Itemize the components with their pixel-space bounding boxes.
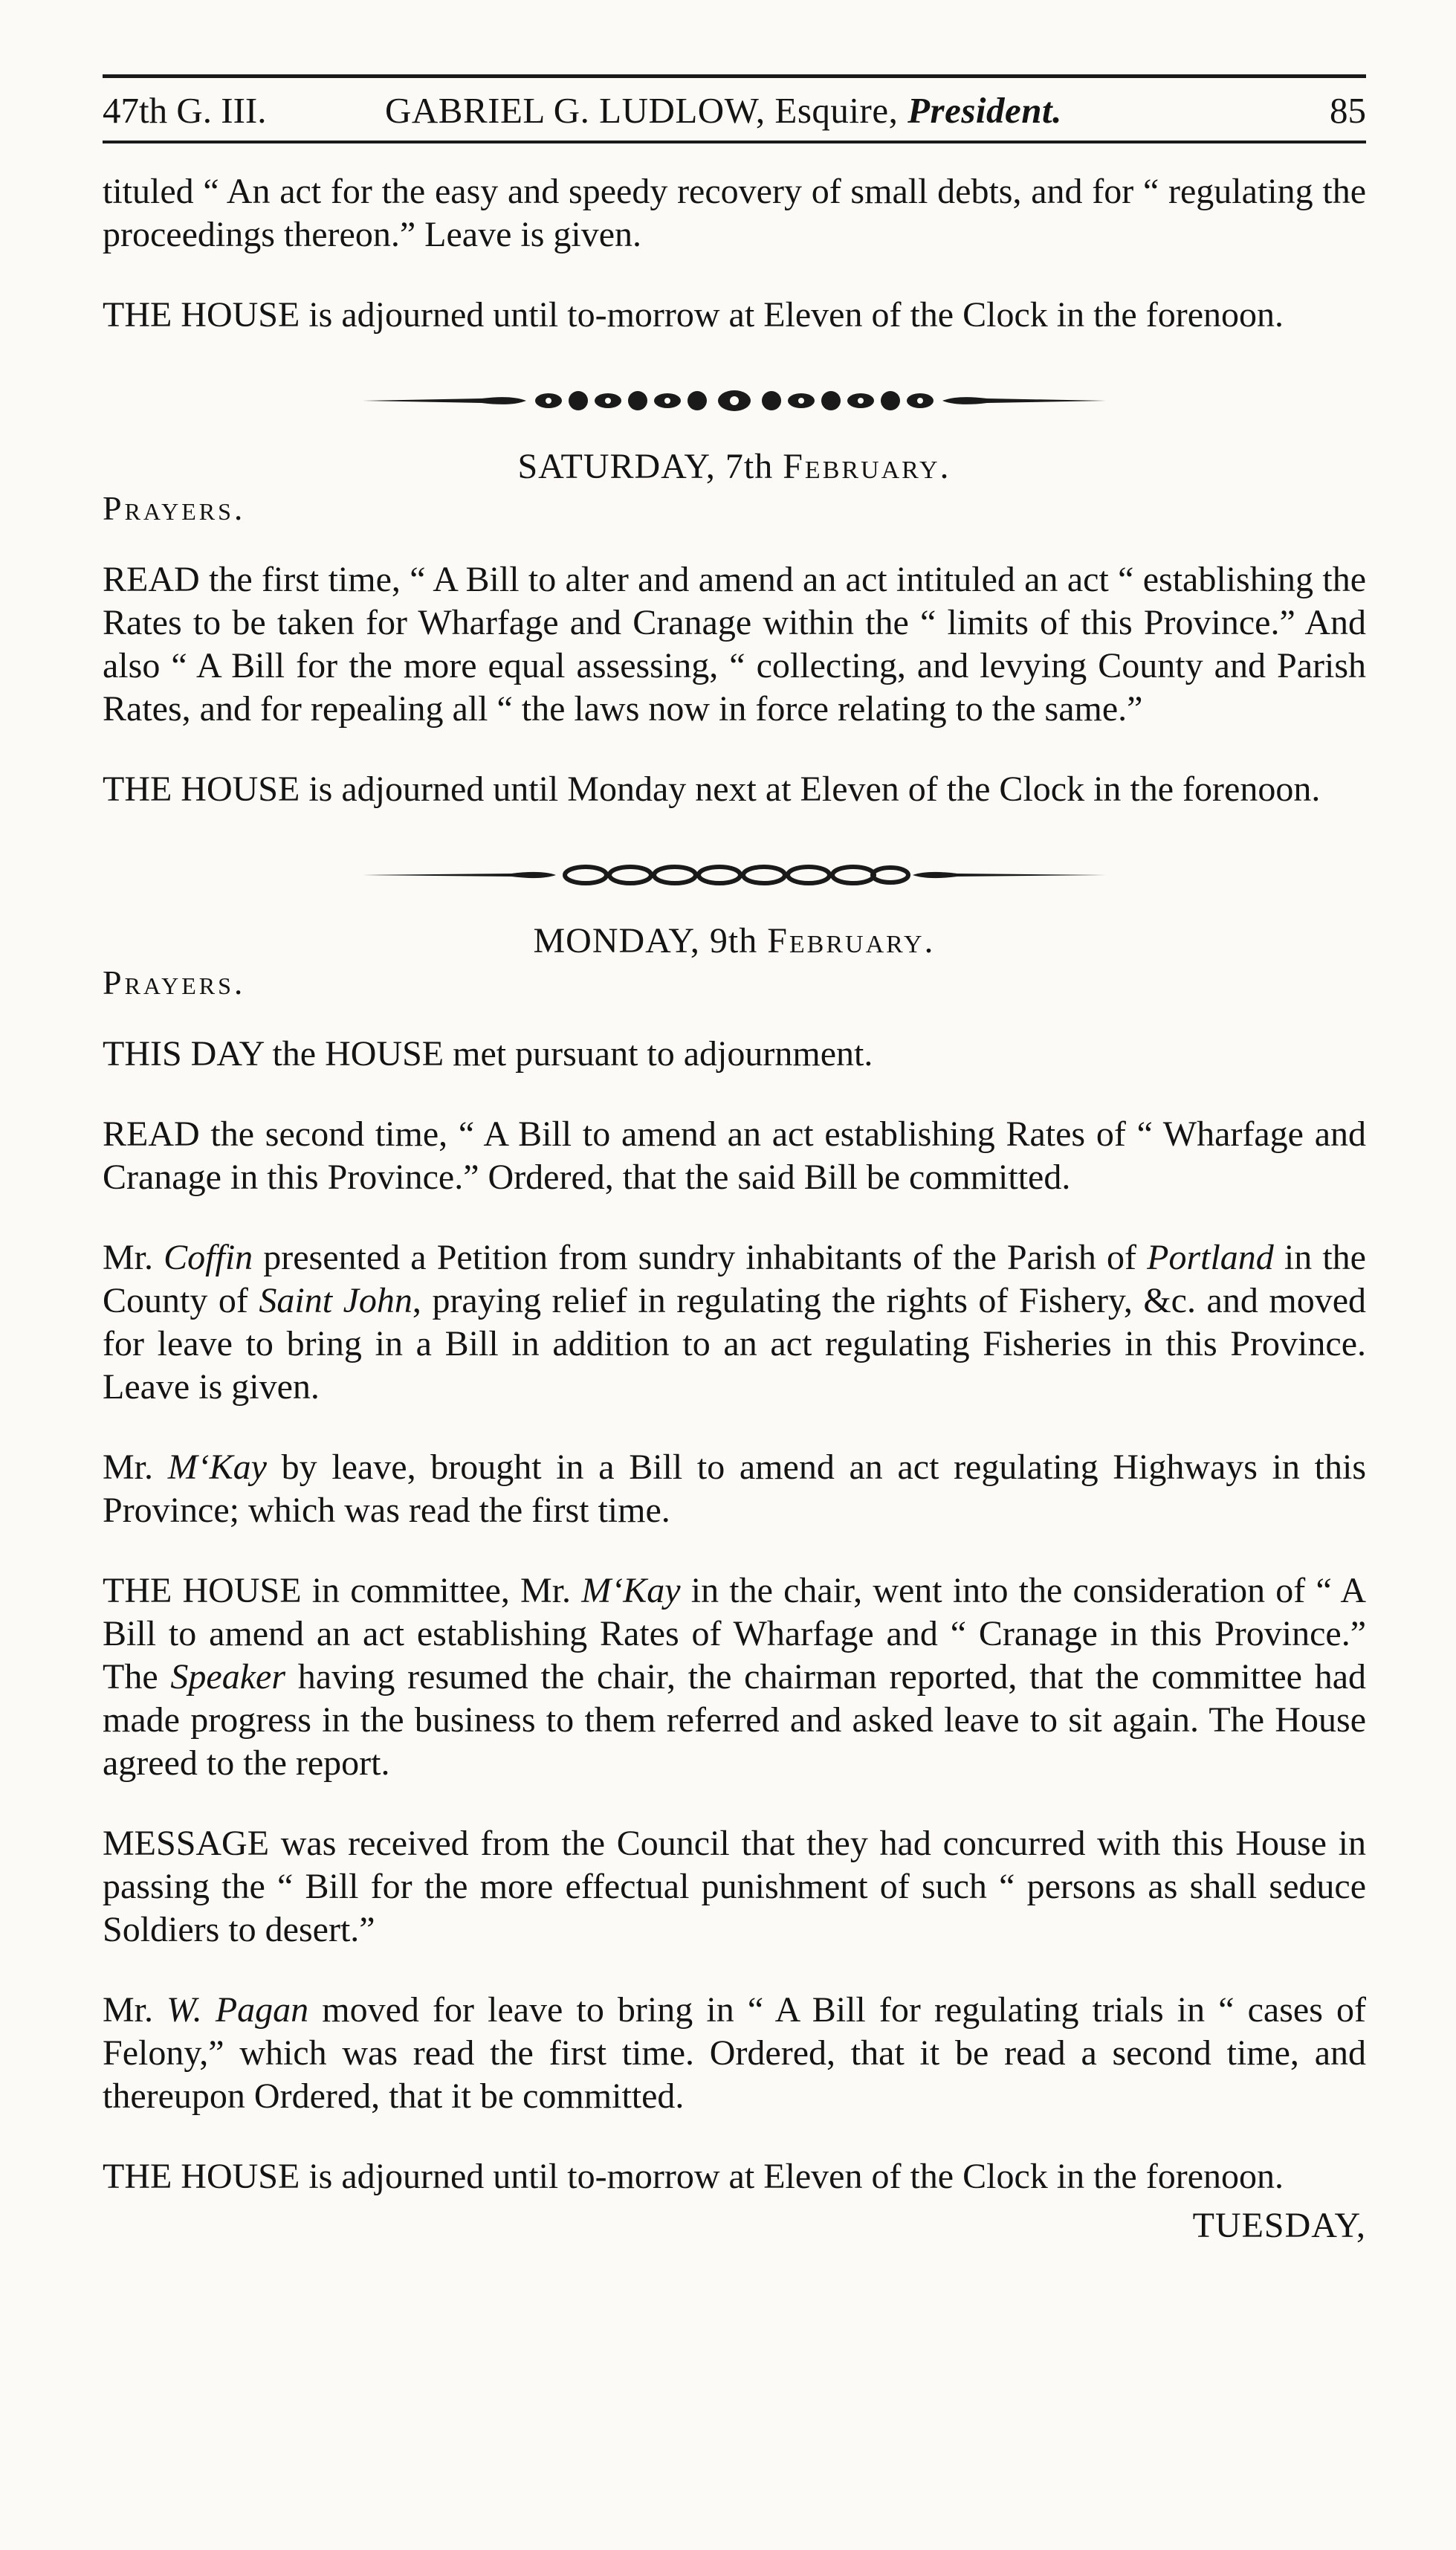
- saturday-adjournment-paragraph: THE HOUSE is adjourned until Monday next at Eleven of the Clock in the forenoon.: [103, 769, 1321, 809]
- member-mkay-chair: M‘Kay: [581, 1571, 681, 1610]
- speaker-title: Speaker: [170, 1657, 285, 1697]
- ornamental-divider: [103, 386, 1366, 416]
- coffin-petition-paragraph: Mr. Coffin presented a Petition from sundry inhabitants of the Parish of Portland in the County of Saint John, praying relief in regulating the rights of Fishery, &c. and moved for leave to bring in a Bill in addition to an act regulating Fisheries in this Province. Leave is given.: [103, 1238, 1366, 1407]
- saturday-heading: [103, 445, 1366, 488]
- monday-month: February.: [767, 921, 936, 961]
- continued-paragraph: tituled “ An act for the easy and speedy recovery of small debts, and for “ regulating the proceedings thereon.” Leave is given.: [103, 172, 1366, 254]
- running-head: [103, 88, 1366, 133]
- monday-date: 9th: [709, 921, 758, 961]
- parish-portland: Portland: [1147, 1238, 1274, 1277]
- saturday-date: 7th: [725, 447, 774, 486]
- page-number: 85: [1330, 90, 1366, 131]
- monday-prayers: Prayers.: [103, 963, 246, 1001]
- catchword: TUESDAY,: [1192, 2206, 1366, 2245]
- header-bottom-rule: [103, 141, 1366, 143]
- president-title: [385, 88, 1307, 133]
- county-saint-john: Saint John: [259, 1281, 412, 1320]
- chain-ornament-icon: [363, 860, 1106, 890]
- esquire-label: Esquire,: [774, 90, 899, 131]
- saturday-month: February.: [783, 447, 951, 486]
- ornamental-divider-2: [103, 860, 1366, 890]
- president-name: GABRIEL G. LUDLOW,: [385, 90, 766, 131]
- adjournment-paragraph: THE HOUSE is adjourned until to-morrow at Eleven of the Clock in the forenoon.: [103, 295, 1284, 335]
- member-mkay: M‘Kay: [167, 1447, 267, 1487]
- mkay-highways-paragraph: Mr. M‘Kay by leave, brought in a Bill to amend an act regulating Highways in this Province; which was read the first time.: [103, 1447, 1367, 1530]
- monday-day: MONDAY,: [533, 921, 700, 961]
- header-top-rule: [103, 74, 1366, 78]
- committee-paragraph: THE HOUSE in committee, Mr. M‘Kay in the chair, went into the consideration of “ A Bill to amend an act establishing Rates of Wharfage and “ Cranage in this Province.” The Speaker having resumed the chair, the chairman reported, that the committee had made progress in the business to them referred and asked leave to sit again. The House agreed to the report.: [103, 1571, 1367, 1783]
- book-page: [103, 74, 1366, 2247]
- pagan-felony-paragraph: Mr. W. Pagan moved for leave to bring in “ A Bill for regulating trials in “ cases of Felony,” which was read the first time. Ordered, that it be read a second time, and thereupon Ordered, that it be committed.: [103, 1990, 1366, 2116]
- ornament-rule-icon: [363, 386, 1106, 416]
- saturday-prayers: Prayers.: [103, 489, 246, 527]
- monday-heading: [103, 920, 1366, 963]
- regnal-year: 47th G. III.: [103, 90, 267, 131]
- president-office: President.: [907, 90, 1062, 131]
- monday-meeting-paragraph: THIS DAY the HOUSE met pursuant to adjournment.: [103, 1034, 873, 1074]
- member-coffin: Coffin: [164, 1238, 253, 1277]
- council-message-paragraph: MESSAGE was received from the Council that they had concurred with this House in passing the “ Bill for the more effectual punishment of such “ persons as shall seduce Soldiers to desert.”: [103, 1824, 1366, 1949]
- monday-second-reading-paragraph: READ the second time, “ A Bill to amend an act establishing Rates of “ Wharfage and Cranage in this Province.” Ordered, that the said Bill be committed.: [103, 1114, 1366, 1197]
- monday-adjournment-paragraph: THE HOUSE is adjourned until to-morrow at Eleven of the Clock in the forenoon.: [103, 2157, 1284, 2196]
- saturday-read-paragraph: READ the first time, “ A Bill to alter and amend an act intituled an act “ establishing the Rates to be taken for Wharfage and Cranage within the “ limits of this Province.” And also “ A Bill for the more equal assessing, “ collecting, and levying County and Parish Rates, and for repealing all “ the laws now in force relating to the same.”: [103, 560, 1366, 729]
- saturday-day: SATURDAY,: [517, 447, 716, 486]
- member-pagan: W. Pagan: [166, 1990, 309, 2030]
